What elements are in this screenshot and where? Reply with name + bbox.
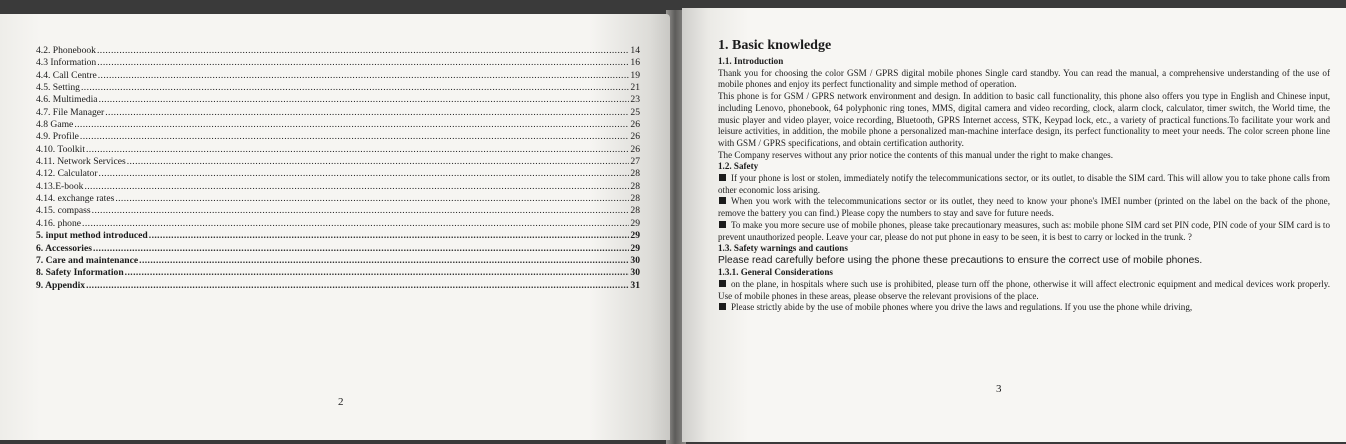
toc-leader-dots [86,144,629,156]
toc-entry [36,168,640,180]
toc-leader-dots [127,156,630,168]
square-bullet-icon [719,221,726,228]
toc-leader-dots [81,82,629,94]
toc-leader-dots [80,131,630,143]
toc-entry-title: 4.14. exchange rates [36,193,115,205]
toc-entry-page: 26 [630,131,640,143]
toc-entry [36,45,640,57]
toc-entry-title: 4.12. Calculator [36,168,98,180]
toc-leader-dots [97,57,629,69]
bullet-item [718,279,1330,302]
toc-entry-page: 30 [630,267,640,279]
page-content [718,37,1330,314]
toc-leader-dots [149,230,630,242]
toc-entry [36,267,640,279]
toc-entry-title: 6. Accessories [36,242,92,254]
toc-entry-page: 29 [630,217,640,229]
page-number-left: 2 [338,396,344,408]
toc-entry-page: 19 [630,69,640,81]
toc-leader-dots [99,94,630,106]
bullet-text: Please strictly abide by the use of mobile phones where you drive the laws and regulations. If you use the phone while driving, [731,302,1193,313]
toc-entry-title: 5. input method introduced [36,230,148,242]
toc-entry-title: 4.8 Game [36,119,74,131]
bullet-item [718,196,1330,219]
toc-entry [36,119,640,131]
toc-leader-dots [105,107,629,119]
bullet-text: To make you more secure use of mobile phones, please take precautionary measures, such as: mobile phone SIM card set PIN code, PIN code of your SIM card is to prevent unauthorized people. Leave your car, please do not put phone in easy to be seen, it is best to carry or locked in the trunk. ? [718,219,1330,242]
toc-entry [36,131,640,143]
toc-entry-page: 28 [630,193,640,205]
toc-entry [36,94,640,106]
paragraph: This phone is for GSM / GPRS network environment and design. In addition to basic call functionality, this phone also offers you type in English and Chinese input, including Lenovo, phonebook, 64 polyphonic ring tones, MMS, digital camera and video recording, clock, alarm clock, calculator, timer switch, the World time, the music player and video player, voice recording, Bluetooth, GPRS Internet access, STK, Keypad lock, etc., a variety of practical functions.To facilitate your work and leisure activities, in addition, the mobile phone a personalized man-machine interface design, its perfect functionality to meet your needs. The color screen phone line with GSM / GPRS specifications, and obtain certification authority. [718,91,1330,148]
paragraph: The Company reserves without any prior notice the contents of this manual under the right to make changes. [718,149,1113,160]
toc-entry [36,280,640,292]
paragraph: Please read carefully before using the phone these precautions to ensure the correct use of mobile phones. [718,254,1203,266]
toc-entry-page: 29 [630,230,640,242]
toc-entry-page: 21 [630,82,640,94]
toc-entry [36,255,640,267]
toc-entry-page: 25 [630,106,640,118]
toc-entry-title: 8. Safety Information [36,267,124,279]
section-heading: 1. Basic knowledge [718,38,832,53]
toc-leader-dots [99,168,630,180]
toc-leader-dots [74,119,629,131]
toc-leader-dots [82,218,629,230]
subsection-heading-safety: 1.2. Safety [718,161,759,172]
toc-entry-title: 4.7. File Manager [36,106,105,118]
toc-entry-title: 9. Appendix [36,279,86,291]
toc-entry [36,156,640,168]
toc-entry-page: 28 [630,205,640,217]
bullet-text: If your phone is lost or stolen, immediately notify the telecommunications sector, or its outlet, to disable the SIM card. This will allow you to take phone calls from other economic loss arising. [718,173,1330,195]
toc-entry-page: 29 [630,242,640,254]
toc-leader-dots [93,243,629,255]
subsection-heading-introduction: 1.1. Introduction [718,56,784,66]
toc-entry-page: 26 [630,119,640,131]
toc-entry-title: 4.2. Phonebook [36,45,96,56]
toc-entry-title: 4.10. Toolkit [36,143,85,155]
left-page [0,14,670,440]
right-page [682,8,1346,442]
toc-entry-page: 31 [630,279,640,291]
toc-entry-page: 23 [630,94,640,106]
square-bullet-icon [719,174,726,181]
bullet-item [718,173,1330,196]
toc-leader-dots [115,193,629,205]
toc-entry-title: 7. Care and maintenance [36,254,139,266]
toc-entry [36,243,640,255]
bullet-item [718,220,1330,243]
toc-leader-dots [139,255,629,267]
toc-entry [36,181,640,193]
square-bullet-icon [719,280,726,287]
toc-entry [36,230,640,242]
toc-entry-page: 30 [630,254,640,266]
subsection-heading-general: 1.3.1. General Considerations [718,267,833,278]
toc-entry [36,82,640,94]
toc-leader-dots [92,205,630,217]
toc-entry-title: 4.16. phone [36,217,82,229]
toc-entry-title: 4.15. compass [36,205,91,217]
toc-leader-dots [98,70,630,82]
bullet-item [718,302,1330,314]
toc-entry-title: 4.3 Information [36,57,97,69]
toc-entry [36,57,640,69]
subsection-heading-warnings: 1.3. Safety warnings and cautions [718,243,848,254]
toc-entry-page: 28 [630,180,640,192]
toc-leader-dots [84,181,629,193]
bullet-text: on the plane, in hospitals where such use is prohibited, please turn off the phone, otherwise it will affect electronic equipment and medical devices work properly. Use of mobile phones in these areas, please observe the relevant provisions of the place. [718,278,1330,301]
toc-entry-title: 4.4. Call Centre [36,69,97,81]
table-of-contents [36,45,640,292]
toc-entry [36,107,640,119]
square-bullet-icon [719,303,726,310]
toc-entry-title: 4.13.E-book [36,180,84,192]
toc-leader-dots [86,280,629,292]
bullet-text: When you work with the telecommunications sector or its outlet, they need to know your phone's IMEI number (printed on the label on the back of the phone, remove the battery you can find.) Please copy the numbers to stay and save for future needs. [718,196,1330,219]
toc-entry-title: 4.5. Setting [36,82,80,94]
page-number-right: 3 [996,383,1002,395]
toc-leader-dots [97,45,629,57]
toc-entry [36,205,640,217]
toc-leader-dots [125,267,630,279]
toc-entry [36,218,640,230]
toc-entry-title: 4.11. Network Services [36,156,126,168]
toc-entry-page: 27 [630,156,640,168]
paragraph: Thank you for choosing the color GSM / GPRS digital mobile phones Single card standby. You can read the manual, a comprehensive understanding of the use of mobile phones and enjoy its perfect functionality and simple method of operation. [718,67,1330,90]
toc-entry-page: 28 [630,168,640,180]
toc-entry [36,70,640,82]
toc-entry [36,144,640,156]
toc-entry [36,193,640,205]
toc-entry-page: 14 [630,45,640,56]
square-bullet-icon [719,197,726,204]
toc-entry-title: 4.6. Multimedia [36,94,98,106]
toc-entry-title: 4.9. Profile [36,131,79,143]
toc-entry-page: 16 [630,57,640,69]
toc-entry-page: 26 [630,143,640,155]
